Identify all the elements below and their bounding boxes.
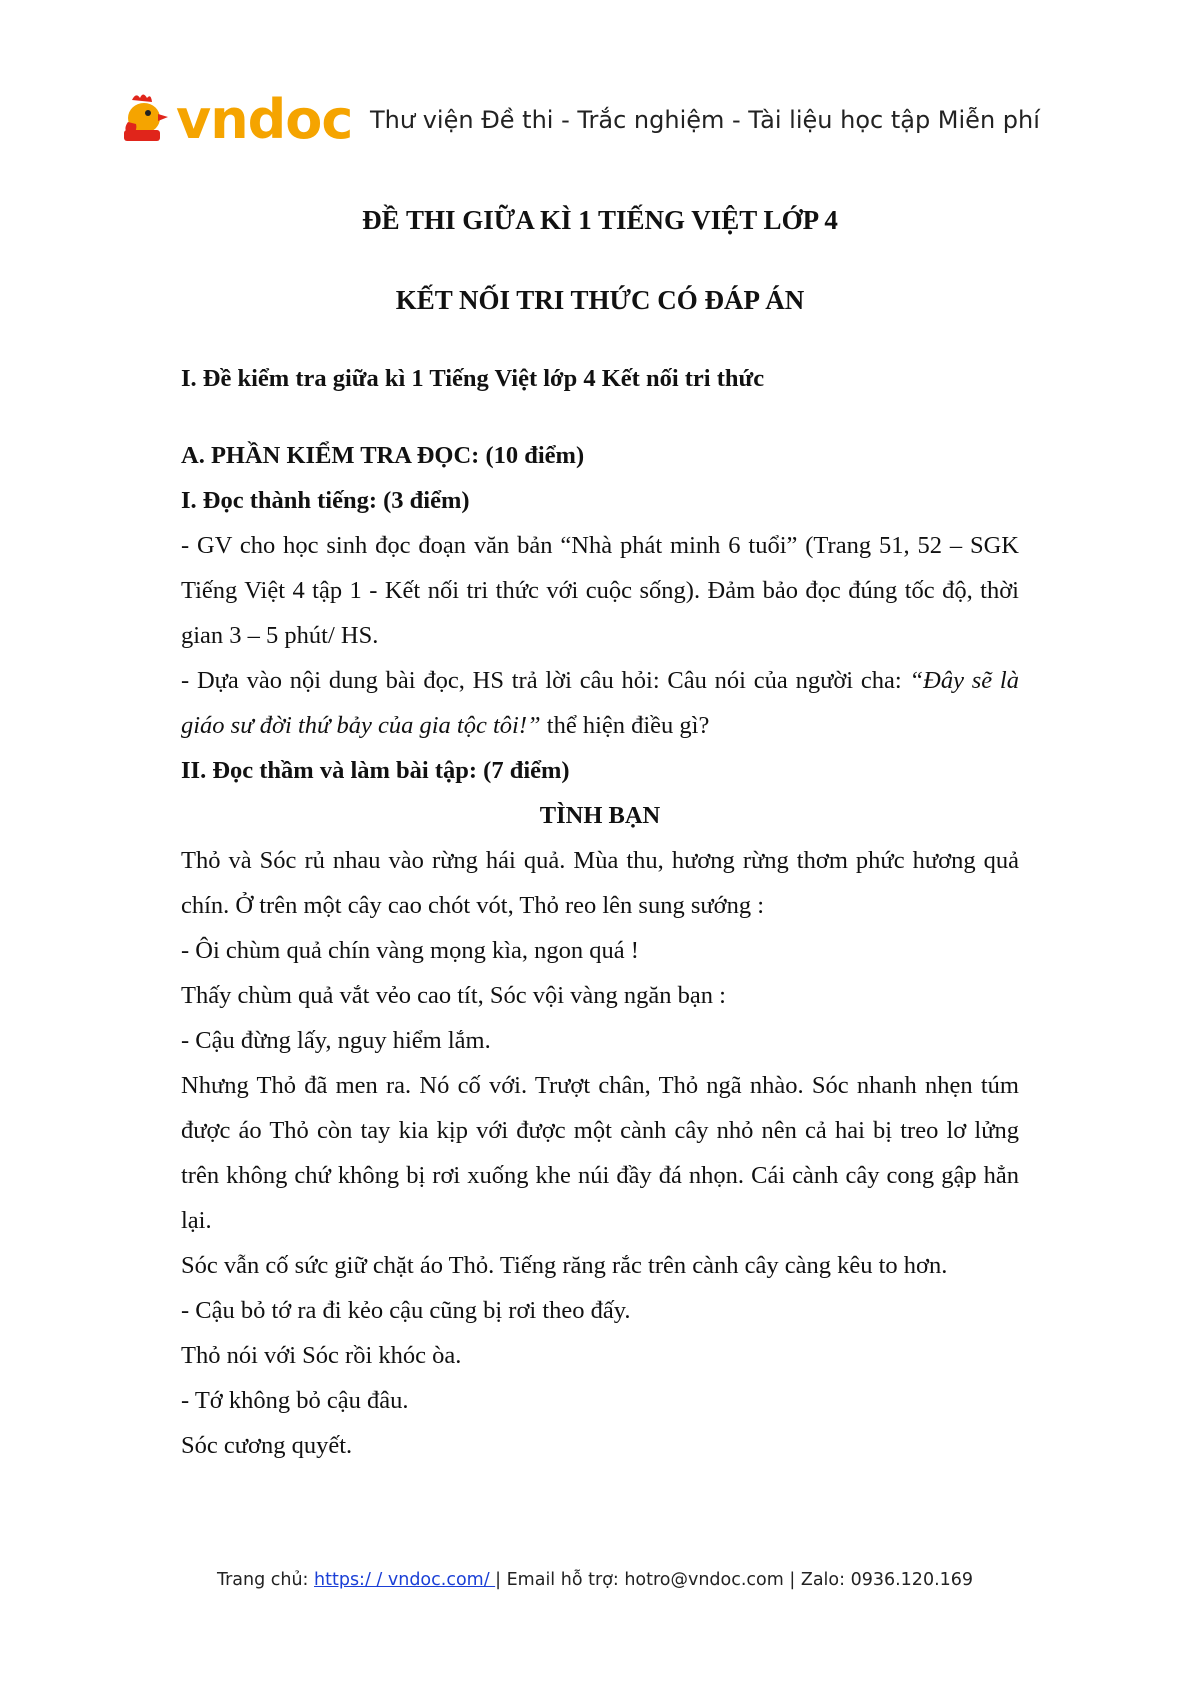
page-header [124, 88, 1084, 152]
document-body [181, 200, 1019, 1468]
story-paragraph: - Tớ không bỏ cậu đâu. [181, 1387, 409, 1414]
part-i-heading: I. Đọc thành tiếng: (3 điểm) [181, 487, 470, 514]
footer-contact: | Email hỗ trợ: hotro@vndoc.com | Zalo: 0936.120.169 [495, 1570, 974, 1590]
story-paragraph: Thấy chùm quả vắt vẻo cao tít, Sóc vội vàng ngăn bạn : [181, 982, 726, 1009]
story-paragraph: Thỏ nói với Sóc rồi khóc òa. [181, 1342, 462, 1369]
story-paragraph: - Cậu đừng lấy, nguy hiểm lắm. [181, 1027, 491, 1054]
part-ii-heading: II. Đọc thầm và làm bài tập: (7 điểm) [181, 757, 570, 784]
document-subtitle: KẾT NỐI TRI THỨC CÓ ĐÁP ÁN [395, 285, 805, 315]
story-paragraph: Nhưng Thỏ đã men ra. Nó cố với. Trượt chân, Thỏ ngã nhào. Sóc nhanh nhẹn túm được áo Thỏ còn tay kia kịp với được một cành cây nhỏ nên cả hai bị treo lơ lửng trên không chứ không bị rơi xuống khe núi đầy đá nhọn. Cái cành cây cong gập hẳn lại. [181, 1072, 1019, 1234]
paragraph-reading-task: - GV cho học sinh đọc đoạn văn bản “Nhà phát minh 6 tuổi” (Trang 51, 52 – SGK Tiếng Việt 4 tập 1 - Kết nối tri thức với cuộc sống). Đảm bảo đọc đúng tốc độ, thời gian 3 – 5 phút/ HS. [181, 532, 1019, 649]
story-title: TÌNH BẠN [539, 802, 661, 829]
paragraph-question [181, 658, 1019, 748]
rooster-icon [118, 90, 174, 150]
vndoc-logo[interactable] [124, 88, 353, 152]
page-footer [0, 1570, 1190, 1590]
question-quote: “Đây sẽ là giáo sư đời thứ bảy của gia tộc tôi!” [181, 667, 1019, 739]
question-text: - Dựa vào nội dung bài đọc, HS trả lời câu hỏi: Câu nói của người cha: [181, 667, 910, 694]
document-title: ĐỀ THI GIỮA KÌ 1 TIẾNG VIỆT LỚP 4 [362, 205, 838, 235]
footer-home-link[interactable]: https:/ / vndoc.com/ [314, 1570, 496, 1590]
story-paragraph: - Ôi chùm quả chín vàng mọng kìa, ngon quá ! [181, 937, 639, 964]
story-paragraph: Thỏ và Sóc rủ nhau vào rừng hái quả. Mùa thu, hương rừng thơm phức hương quả chín. Ở trên một cây cao chót vót, Thỏ reo lên sung sướng : [181, 847, 1019, 919]
part-a-heading: A. PHẦN KIỂM TRA ĐỌC: (10 điểm) [181, 442, 585, 469]
story-paragraph: Sóc vẫn cố sức giữ chặt áo Thỏ. Tiếng răng rắc trên cành cây càng kêu to hơn. [181, 1252, 948, 1279]
story-paragraph: - Cậu bỏ tớ ra đi kẻo cậu cũng bị rơi theo đấy. [181, 1297, 631, 1324]
footer-home-label: Trang chủ: [216, 1570, 315, 1590]
header-tagline: Thư viện Đề thi - Trắc nghiệm - Tài liệu học tập Miễn phí [370, 106, 1040, 134]
section-heading: I. Đề kiểm tra giữa kì 1 Tiếng Việt lớp 4 Kết nối tri thức [181, 365, 765, 392]
logo-text: vndoc [176, 88, 353, 151]
story-paragraph: Sóc cương quyết. [181, 1432, 353, 1459]
question-end: thể hiện điều gì? [540, 712, 710, 739]
